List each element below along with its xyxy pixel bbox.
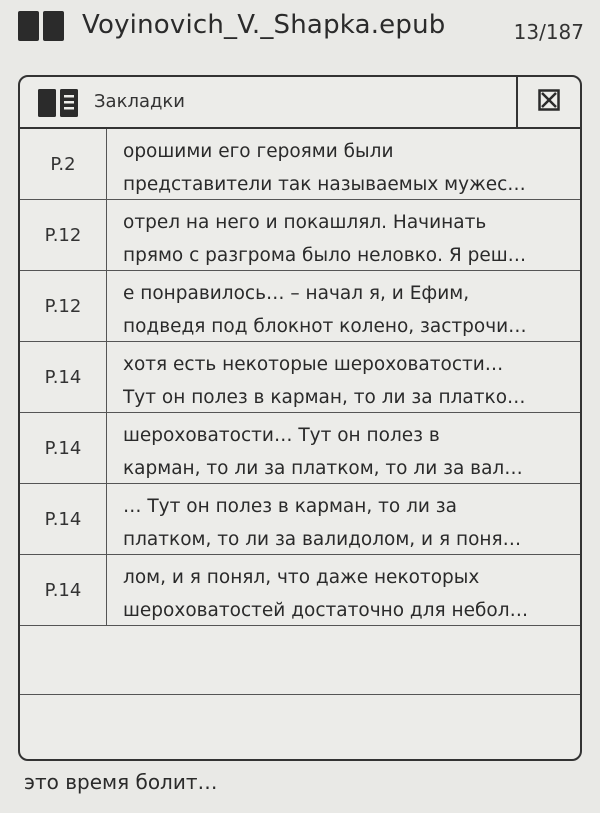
bookmark-row[interactable] [20,484,580,555]
bookmark-row[interactable] [20,271,580,342]
bookmark-page: P.14 [20,555,107,625]
bookmark-page: P.14 [20,342,107,412]
snippet-line: подведя под блокнот колено, застрочи… [123,316,527,337]
snippet-line: прямо с разгрома было неловко. Я реш… [123,245,527,266]
open-book-icon[interactable] [18,11,64,41]
bookmark-list [20,129,580,695]
bookmark-snippet [107,129,580,199]
bookmark-row[interactable] [20,555,580,626]
bookmark-page: P.12 [20,200,107,270]
snippet-line: шероховатости… Тут он полез в [123,425,440,446]
close-button[interactable] [516,77,580,127]
bookmarks-dialog [18,75,582,761]
bookmark-row[interactable] [20,200,580,271]
bookmark-snippet [107,200,580,270]
bookmark-snippet [107,271,580,341]
bookmark-page: P.2 [20,129,107,199]
snippet-line: отрел на него и покашлял. Начинать [123,212,487,233]
bookmark-snippet [107,342,580,412]
bookmark-row[interactable] [20,129,580,200]
snippet-line: шероховатостей достаточно для небол… [123,600,529,621]
dialog-title: Закладки [94,91,185,112]
bookmarks-icon [38,89,80,117]
bookmark-page: P.14 [20,484,107,554]
page-counter[interactable]: 13/187 [513,20,584,44]
bookmark-page: P.12 [20,271,107,341]
book-title: Voyinovich_V._Shapka.epub [82,10,446,40]
snippet-line: е понравилось… – начал я, и Ефим, [123,283,470,304]
snippet-line: … Тут он полез в карман, то ли за [123,496,457,517]
empty-row [20,626,580,695]
snippet-line: карман, то ли за платком, то ли за вал… [123,458,523,479]
close-box-icon [538,89,560,115]
bookmark-page: P.14 [20,413,107,483]
snippet-line: хотя есть некоторые шероховатости… [123,354,504,375]
bookmark-row[interactable] [20,342,580,413]
snippet-line: платком, то ли за валидолом, и я поня… [123,529,522,550]
snippet-line: Тут он полез в карман, то ли за платко… [123,387,526,408]
snippet-line: лом, и я понял, что даже некоторых [123,567,480,588]
bookmark-snippet [107,555,580,625]
bookmark-row[interactable] [20,413,580,484]
bookmark-snippet [107,484,580,554]
bookmark-snippet [107,413,580,483]
page-text-fragment: это время болит… [24,770,218,794]
top-bar [0,0,600,60]
snippet-line: орошими его героями были [123,141,394,162]
snippet-line: представители так называемых мужес… [123,174,526,195]
dialog-header [20,77,580,129]
